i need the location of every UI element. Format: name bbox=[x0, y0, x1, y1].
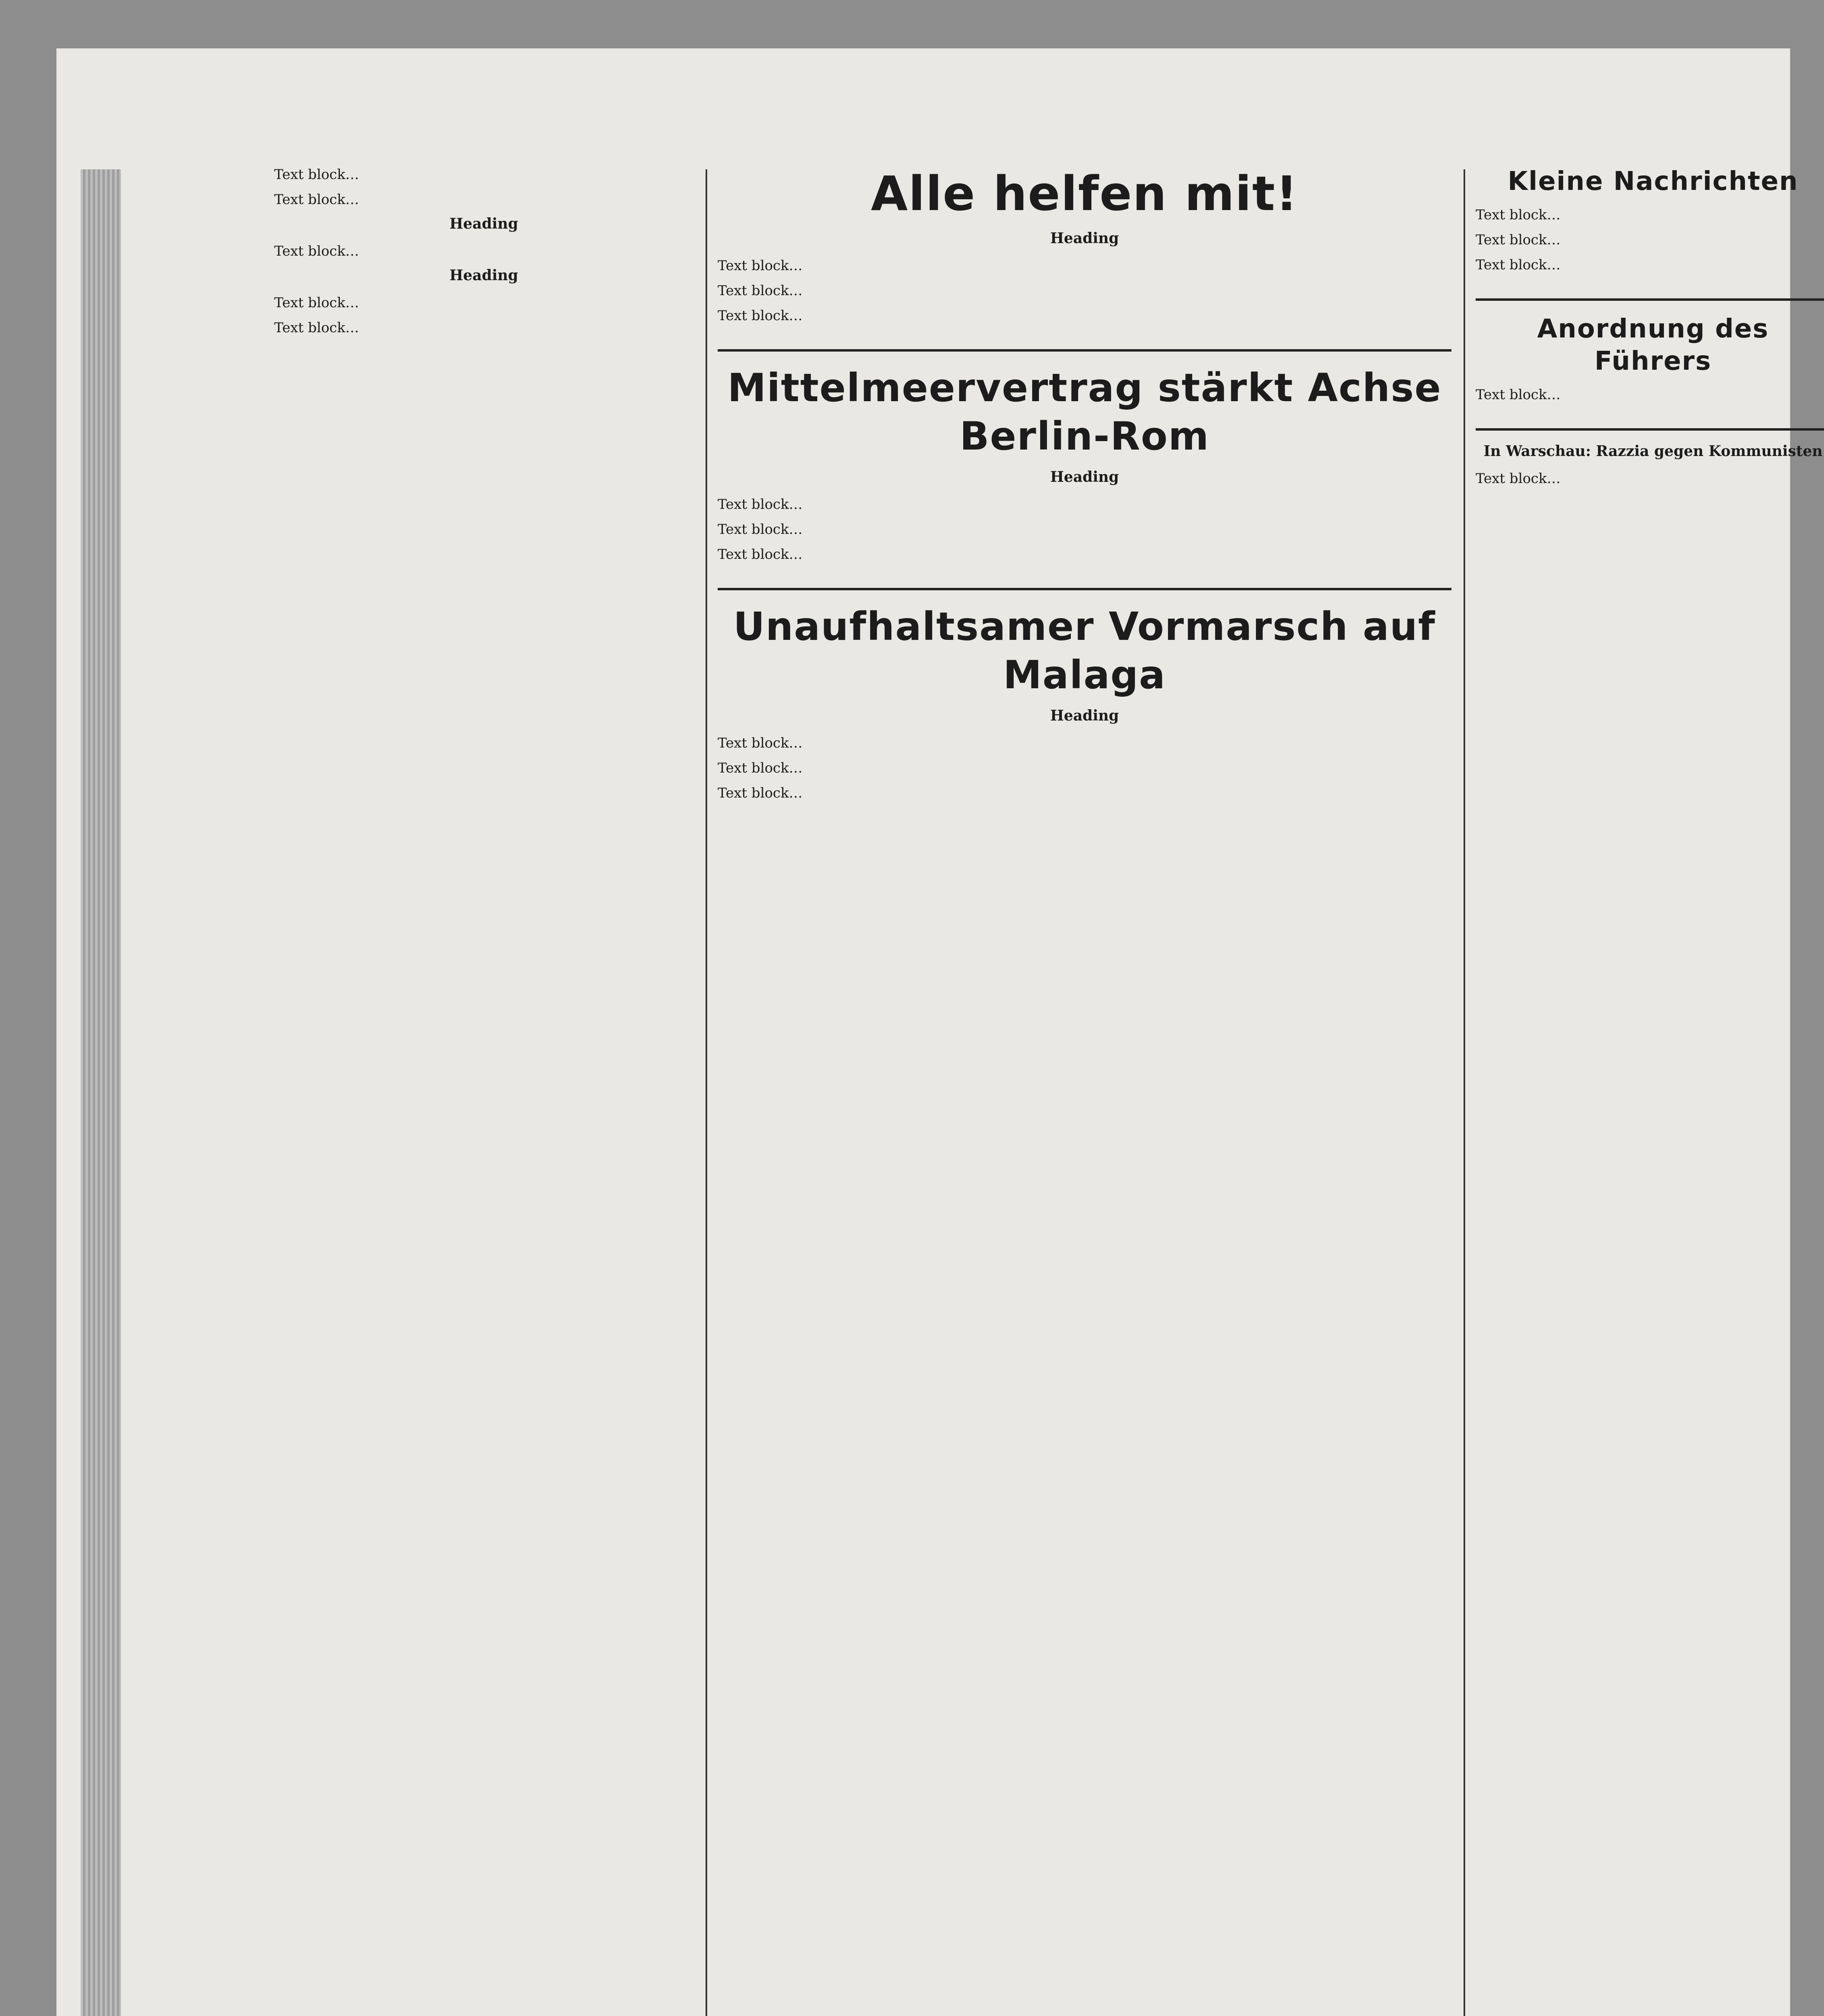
paragraph: Text block… bbox=[718, 735, 803, 751]
paragraph: Text block… bbox=[1476, 207, 1561, 223]
subheading: Heading bbox=[449, 267, 518, 284]
paragraph: Text block… bbox=[718, 308, 803, 324]
headline: Alle helfen mit! bbox=[871, 166, 1298, 221]
paragraph: Text block… bbox=[718, 546, 803, 562]
headline: Mittelmeervertrag stärkt Achse Berlin-Rom bbox=[727, 365, 1442, 459]
paragraph: Text block… bbox=[274, 192, 359, 208]
headline: Unaufhaltsamer Vormarsch auf Malaga bbox=[733, 604, 1436, 698]
column-left bbox=[274, 165, 693, 2016]
column-center bbox=[718, 165, 1451, 2016]
page-edge-stack bbox=[81, 169, 121, 2016]
column-right bbox=[1476, 165, 1824, 2016]
paragraph: Text block… bbox=[274, 243, 359, 259]
article-alle-helfen bbox=[718, 165, 1451, 325]
subheading: Heading bbox=[1050, 707, 1119, 724]
paragraph: Text block… bbox=[1476, 257, 1561, 273]
paragraph: Text block… bbox=[274, 295, 359, 311]
section-rule bbox=[1476, 428, 1824, 431]
paragraph: Text block… bbox=[718, 760, 803, 776]
paragraph: Text block… bbox=[274, 320, 359, 336]
column-rule bbox=[706, 169, 707, 2016]
section-rule bbox=[718, 588, 1451, 590]
paragraph: Text block… bbox=[718, 283, 803, 299]
article-anordnung bbox=[1476, 313, 1824, 404]
headline: Anordnung des Führers bbox=[1537, 314, 1769, 376]
article-warschau bbox=[1476, 443, 1824, 488]
article-malaga bbox=[718, 602, 1451, 802]
paragraph: Text block… bbox=[718, 521, 803, 537]
newspaper-sheet bbox=[56, 48, 1823, 2016]
paragraph: Text block… bbox=[718, 258, 803, 274]
headline: Kleine Nachrichten bbox=[1508, 167, 1799, 196]
paragraph: Text block… bbox=[1476, 387, 1561, 403]
paragraph: Text block… bbox=[1476, 232, 1561, 248]
article-kleine-nachrichten bbox=[1476, 165, 1824, 274]
section-rule bbox=[1476, 298, 1824, 301]
subheading: Heading bbox=[1050, 230, 1119, 247]
paragraph: Text block… bbox=[718, 496, 803, 512]
paragraph: Text block… bbox=[274, 167, 359, 183]
section-rule bbox=[718, 349, 1451, 352]
article-mittelmeervertrag bbox=[718, 364, 1451, 564]
paragraph: Text block… bbox=[718, 785, 803, 801]
paragraph: Text block… bbox=[1476, 471, 1561, 487]
headline: In Warschau: Razzia gegen Kommunisten bbox=[1483, 443, 1823, 460]
subheading: Heading bbox=[1050, 469, 1119, 485]
column-rule bbox=[1464, 169, 1465, 2016]
subheading: Heading bbox=[449, 215, 518, 232]
